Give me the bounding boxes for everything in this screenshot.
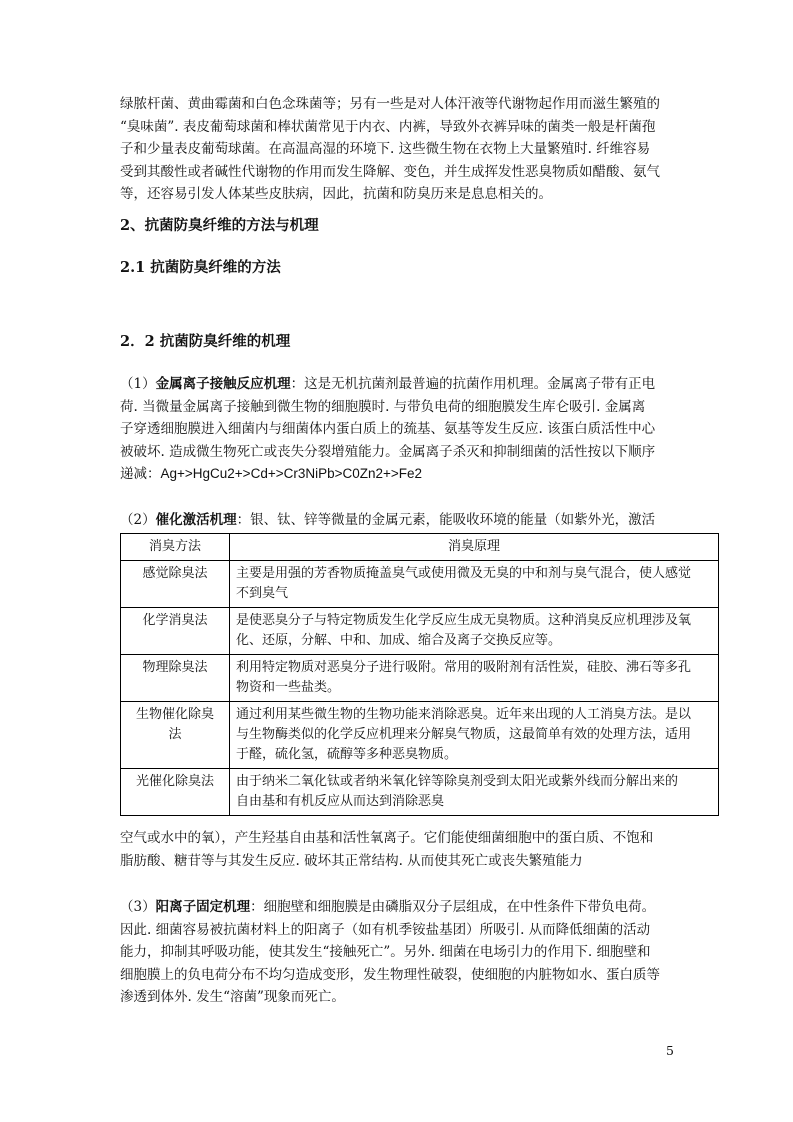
mechanism-3-paragraph	[120, 896, 680, 1009]
principle-cell	[230, 655, 719, 702]
text-line	[120, 896, 680, 919]
mechanism-1-label: 金属离子接触反应机理	[155, 376, 291, 392]
table-row	[121, 561, 719, 608]
principle-line: 于醛，硫化氢，硫醇等多种恶臭物质。	[236, 747, 458, 762]
table-row	[121, 608, 719, 655]
subsection-heading-2-2: 2．2 抗菌防臭纤维的机理	[120, 333, 291, 350]
principle-line: 不到臭气	[236, 586, 289, 601]
mechanism-2-text: ：银、钛、锌等微量的金属元素，能吸收环境的能量（如紫外光，激活	[236, 512, 656, 528]
text-line: 子穿透细胞膜进入细菌内与细菌体内蛋白质上的巯基、氨基等发生反应. 该蛋白质活性中心	[120, 421, 656, 437]
table-header-method: 消臭方法	[121, 534, 230, 561]
text-line: 等，还容易引发人体某些皮肤病，因此，抗菌和防臭历来是息息相关的。	[120, 186, 552, 202]
principle-cell	[230, 561, 719, 608]
method-text: 物理除臭法	[142, 660, 208, 675]
page-number: 5	[666, 1043, 674, 1058]
method-text: 感觉除臭法	[142, 566, 208, 581]
text-line: 子和少量表皮葡萄球菌。在高温高湿的环境下. 这些微生物在衣物上大量繁殖时. 纤维容易	[120, 141, 651, 157]
principle-line: 物资和一些盐类。	[236, 680, 341, 695]
text-line	[120, 373, 680, 396]
principle-cell	[230, 769, 719, 816]
mechanism-3-prefix: （3）	[120, 899, 156, 915]
principle-line: 自由基和有机反应从而达到消除恶臭	[236, 794, 445, 809]
text-line: 脂肪酸、糖苷等与其发生反应. 破坏其正常结构. 从而使其死亡或丧失繁殖能力	[120, 852, 583, 869]
text-line	[120, 463, 680, 486]
table-row	[121, 655, 719, 702]
table-header-row	[121, 534, 719, 561]
principle-line: 由于纳米二氧化钛或者纳米氧化锌等除臭剂受到太阳光或紫外线而分解出来的	[236, 774, 679, 789]
text-line	[120, 509, 680, 532]
principle-line: 主要是用强的芳香物质掩盖臭气或使用微及无臭的中和剂与臭气混合，使人感觉	[236, 566, 692, 581]
text-line: 细胞膜上的负电荷分布不均匀造成变形，发生物理性破裂，使细胞的内脏物如水、蛋白质等	[120, 966, 660, 983]
mechanism-3-label: 阳离子固定机理	[155, 899, 251, 915]
order-prefix: 递减：	[120, 466, 161, 482]
table-row	[121, 769, 719, 816]
intro-paragraph	[120, 93, 680, 206]
text-line: 绿脓杆菌、黄曲霉菌和白色念珠菌等；另有一些是对人体汗液等代谢物起作用而滋生繁殖的	[120, 96, 660, 112]
table-header-principle: 消臭原理	[230, 534, 719, 561]
text-line: 荷. 当微量金属离子接触到微生物的细胞膜时. 与带负电荷的细胞膜发生库仑吸引. 金属离	[120, 398, 646, 415]
metal-ion-order: Ag+>HgCu2+>Cd+>Cr3NiPb>C0Zn2+>Fe2	[160, 466, 423, 481]
principle-line: 是使恶臭分子与特定物质发生化学反应生成无臭物质。这种消臭反应机理涉及氧	[236, 613, 692, 628]
method-cell	[121, 769, 230, 816]
mechanism-3-text: ：细胞壁和细胞膜是由磷脂双分子层组成，在中性条件下带负电荷。	[250, 899, 656, 915]
mechanism-1-paragraph	[120, 373, 680, 486]
principle-line: 与生物酶类似的化学反应机理来分解臭气物质，这最简单有效的处理方法，适用	[236, 727, 692, 742]
method-cell	[121, 702, 230, 769]
text-line: 空气或水中的氧），产生羟基自由基和活性氧离子。它们能使细菌细胞中的蛋白质、不饱和	[120, 830, 654, 846]
text-line: 能力，抑制其呼吸功能，使其发生“接触死亡”。另外. 细菌在电场引力的作用下. 细胞壁和	[120, 944, 651, 960]
method-text: 化学消臭法	[142, 613, 208, 628]
method-text: 生物催化除臭	[135, 707, 214, 722]
mechanism-2-label: 催化激活机理	[155, 512, 237, 528]
table-row	[121, 702, 719, 769]
principle-cell	[230, 608, 719, 655]
principle-line: 利用特定物质对恶臭分子进行吸附。常用的吸附剂有活性炭，硅胶、沸石等多孔	[236, 660, 692, 675]
principle-cell	[230, 702, 719, 769]
mechanism-1-prefix: （1）	[120, 376, 156, 392]
principle-line: 通过利用某些微生物的生物功能来消除恶臭。近年来出现的人工消臭方法。是以	[236, 707, 692, 722]
principle-line: 化、还原，分解、中和、加成、缩合及离子交换反应等。	[236, 633, 562, 648]
mechanism-2-paragraph	[120, 509, 680, 532]
method-cell	[121, 655, 230, 702]
text-line: 因此. 细菌容易被抗菌材料上的阳离子（如有机季铵盐基团）所吸引. 从而降低细菌的活动	[120, 921, 651, 938]
mechanism-2-prefix: （2）	[120, 512, 156, 528]
mechanism-1-text: ：这是无机抗菌剂最普遍的抗菌作用机理。金属离子带有正电	[290, 376, 656, 392]
method-cell	[121, 561, 230, 608]
method-cell	[121, 608, 230, 655]
mechanism-2-continuation	[120, 827, 680, 872]
text-line: 受到其酸性或者碱性代谢物的作用而发生降解、变色，并生成挥发性恶臭物质如醋酸、氨气	[120, 163, 660, 180]
text-line: “臭味菌”. 表皮葡萄球菌和棒状菌常见于内衣、内裤，导致外衣裤异味的菌类一般是杆菌孢	[120, 118, 656, 135]
text-line: 渗透到体外. 发生“溶菌”现象而死亡。	[120, 989, 345, 1005]
method-text: 光催化除臭法	[135, 774, 214, 789]
section-heading: 2、抗菌防臭纤维的方法与机理	[120, 217, 319, 234]
deodorization-table	[120, 533, 719, 816]
method-text: 法	[168, 727, 182, 742]
subsection-heading-2-1: 2.1 抗菌防臭纤维的方法	[120, 259, 281, 276]
text-line: 被破坏. 造成微生物死亡或丧失分裂增殖能力。金属离子杀灭和抑制细菌的活性按以下顺序	[120, 443, 656, 460]
